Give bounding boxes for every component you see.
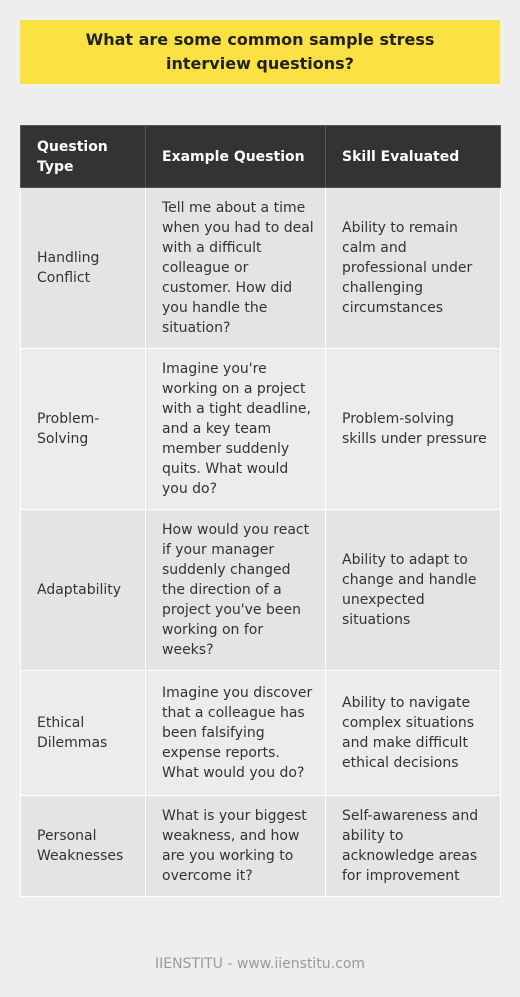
cell-skill-evaluated: Ability to navigate complex situations and make difficult ethical decisions [326,671,501,796]
table-row [21,349,501,510]
cell-skill-evaluated: Ability to adapt to change and handle unexpected situations [326,510,501,671]
cell-example-question: What is your biggest weakness, and how are you working to overcome it? [146,796,326,897]
cell-question-type: Problem-Solving [21,349,146,510]
cell-question-type: Adaptability [21,510,146,671]
table-row [21,510,501,671]
footer-credit: IIENSTITU - www.iienstitu.com [154,956,366,972]
cell-example-question: How would you react if your manager suddenly changed the direction of a project you've been working on for weeks? [146,510,326,671]
cell-skill-evaluated: Problem-solving skills under pressure [326,349,501,510]
header-skill-evaluated: Skill Evaluated [326,126,501,188]
cell-question-type: Personal Weaknesses [21,796,146,897]
table-row [21,796,501,897]
table-header-row [21,126,501,188]
cell-example-question: Imagine you're working on a project with a tight deadline, and a key team member suddenly quits. What would you do? [146,349,326,510]
cell-example-question: Imagine you discover that a colleague has been falsifying expense reports. What would you do? [146,671,326,796]
cell-skill-evaluated: Self-awareness and ability to acknowledge areas for improvement [326,796,501,897]
header-question-type: Question Type [21,126,146,188]
cell-example-question: Tell me about a time when you had to deal with a difficult colleague or customer. How did you handle the situation? [146,188,326,349]
cell-skill-evaluated: Ability to remain calm and professional under challenging circumstances [326,188,501,349]
header-example-question: Example Question [146,126,326,188]
cell-question-type: Handling Conflict [21,188,146,349]
page-title: What are some common sample stress interview questions? [85,30,435,73]
title-banner [20,20,500,84]
table-row [21,188,501,349]
table-row [21,671,501,796]
questions-table [20,125,501,897]
cell-question-type: Ethical Dilemmas [21,671,146,796]
